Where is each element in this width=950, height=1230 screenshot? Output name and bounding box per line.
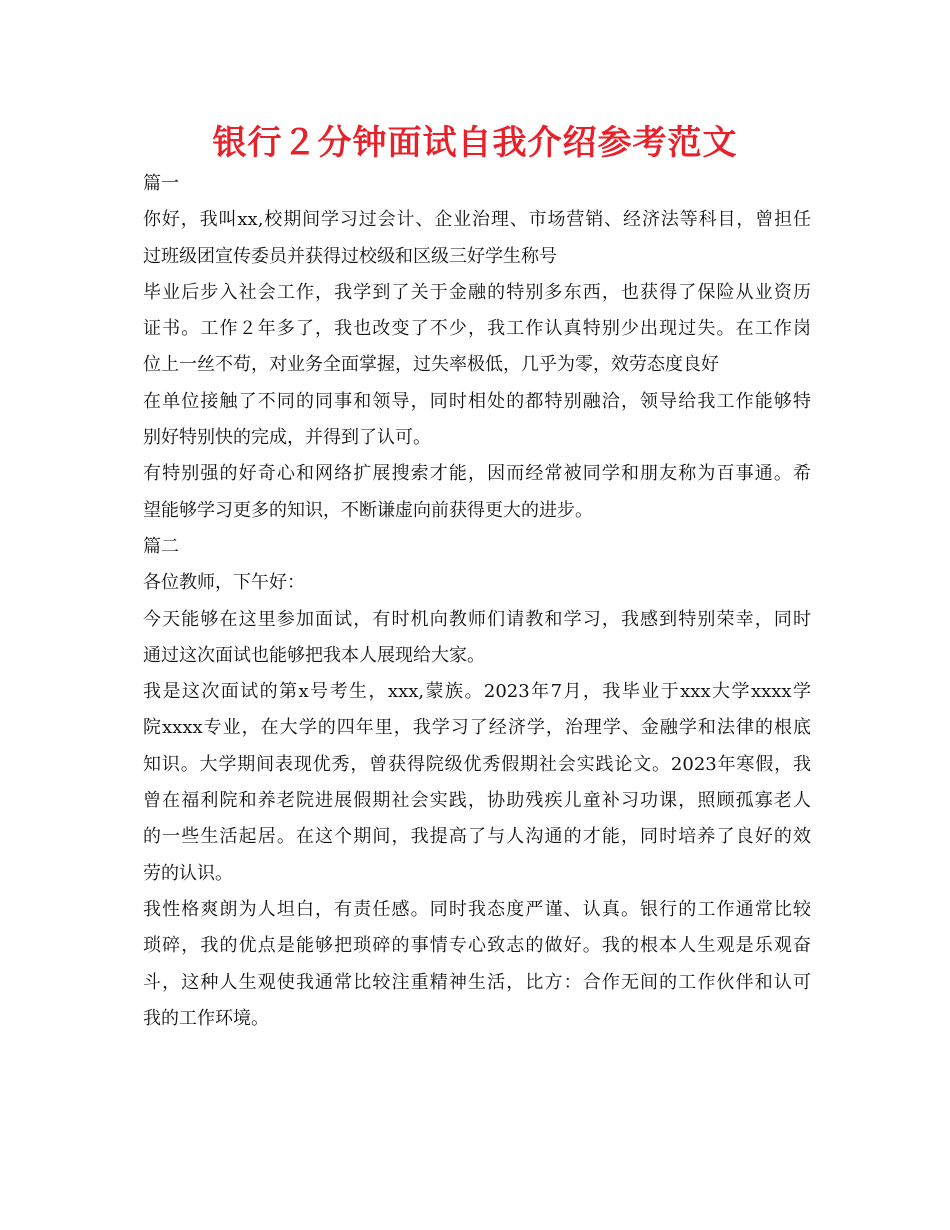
paragraph-line: 劳的认识。: [143, 862, 233, 884]
paragraph-line: 的一些生活起居。在这个期间，我提高了与人沟通的才能，同时培养了良好的效: [143, 826, 811, 848]
document-body: [143, 166, 811, 1037]
paragraph-line: 过班级团宣传委员并获得过校级和区级三好学生称号: [143, 245, 557, 267]
paragraph-line: 位上一丝不苟，对业务全面掌握，过失率极低，几乎为零，效劳态度良好: [143, 354, 719, 376]
paragraph-line: 今天能够在这里参加面试，有时机向教师们请教和学习，我感到特别荣幸，同时: [143, 608, 811, 630]
paragraph-line: 证书。工作２年多了，我也改变了不少，我工作认真特别少出现过失。在工作岗: [143, 318, 811, 340]
paragraph-line: 院xxxx专业，在大学的四年里，我学习了经济学，治理学、金融学和法律的根底: [143, 717, 811, 739]
section-heading-1: 篇一: [143, 173, 179, 194]
section-heading-2: 篇二: [143, 535, 179, 557]
paragraph-line: 知识。大学期间表现优秀，曾获得院级优秀假期社会实践论文。2023年寒假，我: [143, 753, 811, 775]
paragraph-line: 望能够学习更多的知识，不断谦虚向前获得更大的进步。: [143, 499, 593, 521]
paragraph-line: 通过这次面试也能够把我本人展现给大家。: [143, 644, 485, 666]
paragraph-line: 有特别强的好奇心和网络扩展搜索才能，因而经常被同学和朋友称为百事通。希: [143, 463, 811, 485]
paragraph-line: 在单位接触了不同的同事和领导，同时相处的都特别融洽，领导给我工作能够特: [143, 390, 811, 412]
paragraph-line: 毕业后步入社会工作，我学到了关于金融的特别多东西，也获得了保险从业资历: [143, 281, 811, 303]
paragraph-line: 琐碎，我的优点是能够把琐碎的事情专心致志的做好。我的根本人生观是乐观奋: [143, 935, 811, 957]
paragraph-line: 我的工作环境。: [143, 1007, 269, 1029]
paragraph-line: 曾在福利院和养老院进展假期社会实践，协助残疾儿童补习功课，照顾孤寡老人: [143, 790, 811, 812]
paragraph-line: 我是这次面试的第x号考生，xxx,蒙族。2023年7月，我毕业于xxx大学xxxx学: [143, 681, 811, 703]
paragraph-line: 各位教师，下午好：: [143, 572, 305, 594]
paragraph-line: 你好，我叫xx,校期间学习过会计、企业治理、市场营销、经济法等科目，曾担任: [143, 209, 811, 231]
paragraph-line: 别好特别快的完成，并得到了认可。: [143, 427, 431, 449]
paragraph-line: 我性格爽朗为人坦白，有责任感。同时我态度严谨、认真。银行的工作通常比较: [143, 898, 811, 920]
paragraph-line: 斗，这种人生观使我通常比较注重精神生活，比方：合作无间的工作伙伴和认可: [143, 971, 811, 993]
document-title: 银行２分钟面试自我介绍参考范文: [212, 123, 738, 163]
